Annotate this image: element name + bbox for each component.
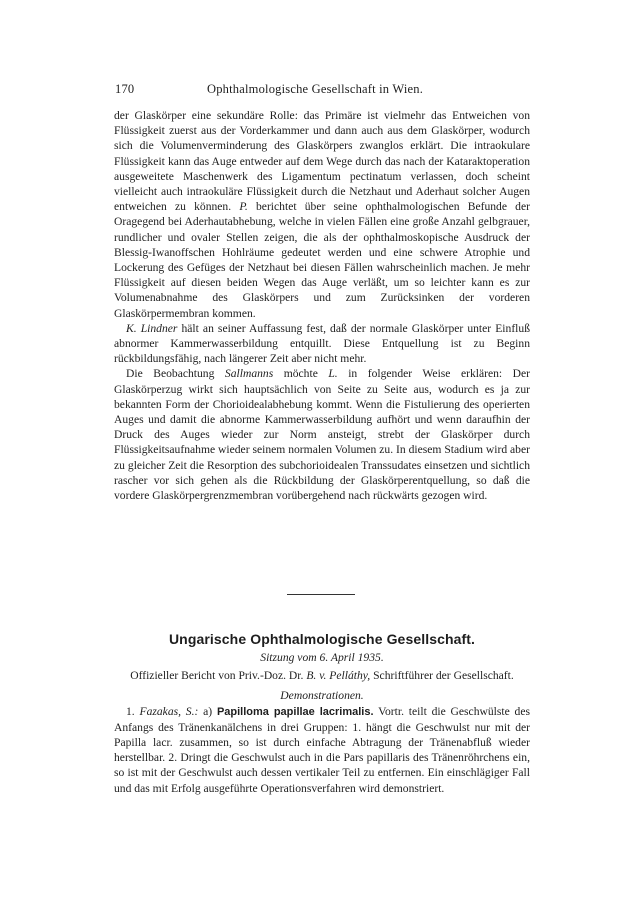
author-ref: Sallmanns: [224, 367, 274, 381]
running-title: Ophthalmologische Gesellschaft in Wien.: [207, 82, 424, 96]
section-divider: [287, 594, 355, 595]
author-ref: L.: [328, 367, 338, 381]
author-ref: K. Lindner: [126, 321, 178, 335]
paragraph-sallmann: Die Beobachtung Sallmanns möchte L. in folgender Weise erklären: Der Glaskörperzug wirkt sich hauptsächlich von Seite zu Seite aus, wodurch es ja zur bekannten Form der Chorioidealabhebung kommt. Wenn die Fistulierung des operierten Auges und damit die abnorme Kammerwasserbildung aufhört und wenn daraufhin der Druck des Auges wieder zur Norm ansteigt, strebt der Glaskörper durch Flüssigkeitsaufnahme wieder seinem normalen Volumen zu. In diesem Stadium wird aber zu gleicher Zeit die Resorption des subchorioidealen Transsudates einsetzen und sichtlich rascher vor sich gehen als die Rückbildung der Glaskörperentquellung, so daß die vordere Glaskörpergrenzmembran vorübergehend nach rückwärts gezogen wird.: [114, 367, 531, 503]
page-header: [115, 82, 530, 100]
secretary-name: B. v. Pelláthy,: [306, 669, 371, 683]
demonstrations-heading: Demonstrationen.: [280, 689, 364, 703]
paragraph-continuation: der Glaskörper eine sekundäre Rolle: das Primäre ist vielmehr das Entweichen von Flüssigkeit zuerst aus der Vorderkammer und dann auch aus dem Glaskörper, wodurch sich die Volumenverminderung des Glaskörpers zwanglos erklärt. Die intraokulare Flüssigkeit kann das Auge entweder auf dem Wege durch das nach der Kataraktoperation ausgeweitete Maschenwerk des Ligamentum pectinatum verlassen, doch scheint vielleicht auch intraokuläre Flüssigkeit durch die Netzhaut und Aderhaut solcher Augen entweichen zu können. P. berichtet über seine ophthalmologischen Befunde der Oragegend bei Aderhautabhebung, welche in vielen Fällen eine große Anzahl gelbgrauer, rundlicher und ovaler Stellen zeigen, die als der ophthalmoskopische Ausdruck der Blessig-Iwanoffschen Hohlräume gedeutet werden und eine schwere Atrophie und Lockerung des Gefüges der Netzhaut bei diesen Fällen wahrscheinlich machen. Je mehr Flüssigkeit auf diesen beiden Wegen das Auge verläßt, um so leichter kann es zur Volumenabnahme des Glaskörpers und zum Zurücksinken der vorderen Glaskörpermembran kommen.: [114, 109, 530, 320]
report-line: Offizieller Bericht von Priv.-Doz. Dr. B. v. Pelláthy, Schriftführer der Gesellschaft.: [130, 669, 514, 683]
page-number: 170: [115, 82, 135, 96]
item-author: Fazakas, S.:: [139, 704, 199, 718]
demonstration-item: 1. Fazakas, S.: a) Papilloma papillae lacrimalis. Vortr. teilt die Geschwülste des Anfangs des Tränenkanälchens in drei Gruppen: 1. hängt die Geschwulst nur mit der Papilla lacr. zusammen, so ist durch einfache Abtragung der Tränenabfluß wieder herstellbar. 2. Dringt die Geschwulst auch in die Pars papillaris des Tränenröhrchens ein, so ist mit der Geschwulst auch dessen vertikaler Teil zu entfernen. Ein einschlägiger Fall und das mit Erfolg ausgeführte Operationsverfahren wird demonstriert.: [114, 704, 530, 795]
body-text: [114, 108, 530, 503]
paragraph-lindner: K. Lindner hält an seiner Auffassung fest, daß der normale Glaskörper unter Einfluß abnormer Kammerwasserbildung entquillt. Diese Entquellung ist zu Beginn rückbildungsfähig, nach längerer Zeit aber nicht mehr.: [114, 321, 530, 366]
society-section: [114, 630, 530, 796]
session-date: Sitzung vom 6. April 1935.: [260, 651, 384, 664]
author-ref: P.: [239, 200, 248, 214]
section-title: Ungarische Ophthalmologische Gesellschaft.: [168, 631, 476, 647]
item-title: Papilloma papillae lacrimalis.: [216, 705, 374, 718]
